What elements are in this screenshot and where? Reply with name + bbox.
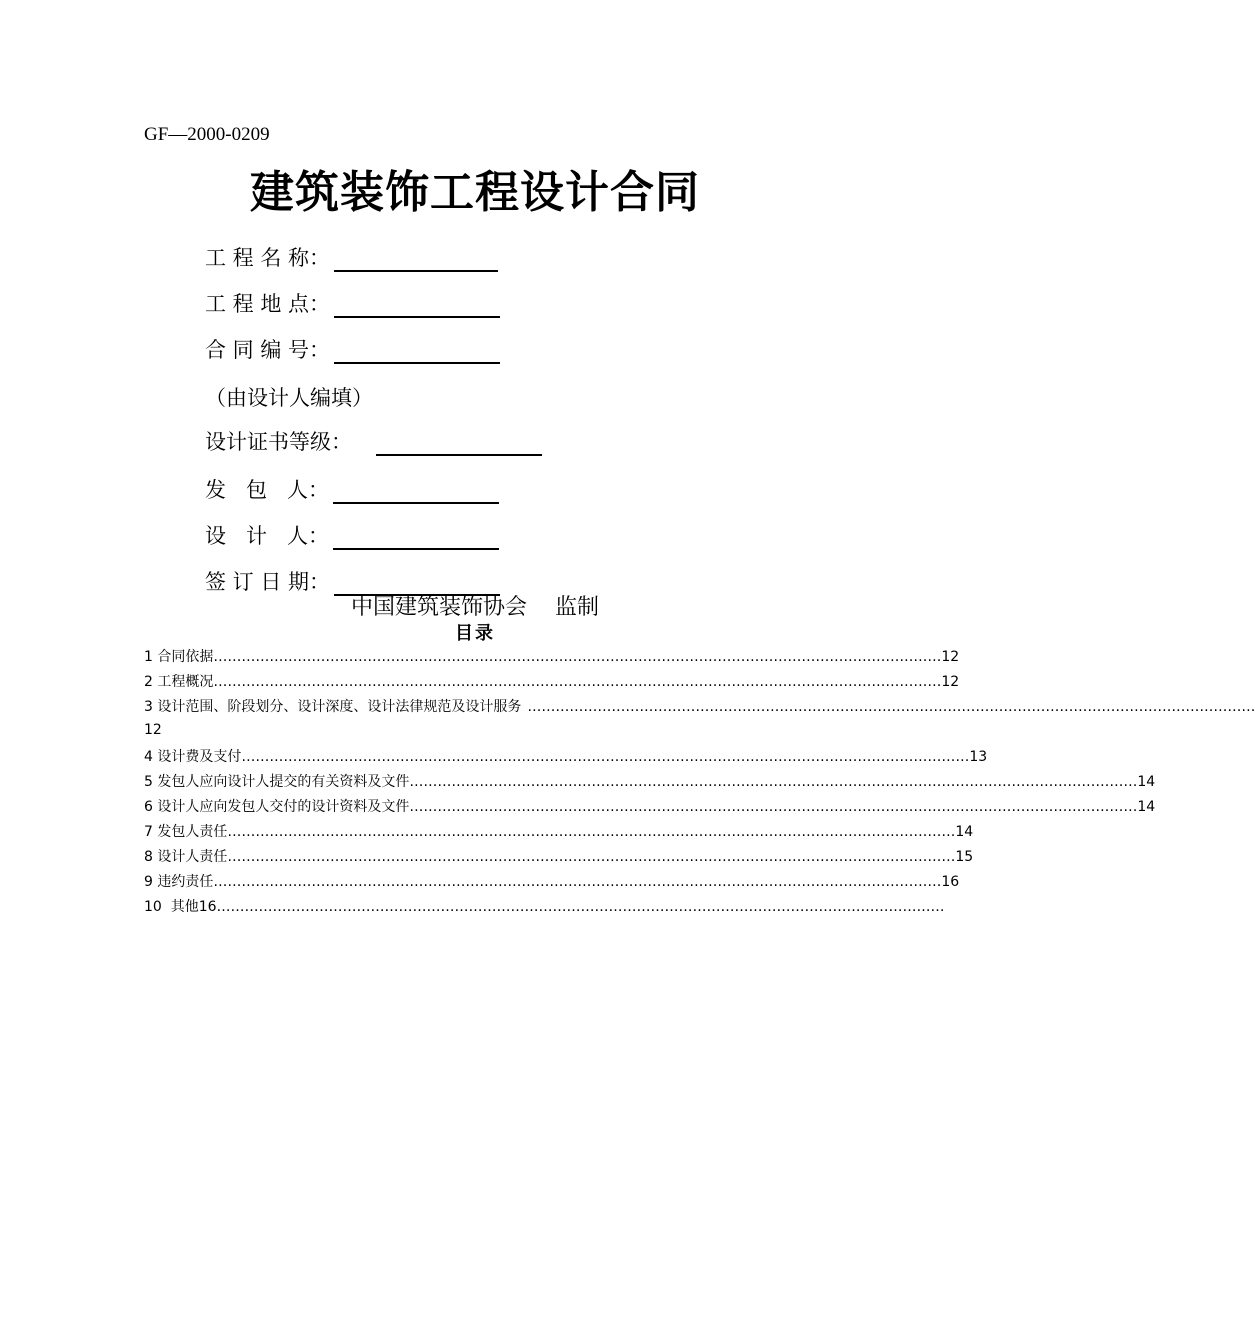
field-contract-number [205, 334, 500, 364]
toc-item [144, 697, 1255, 717]
toc-item [144, 672, 960, 692]
field-project-name [205, 242, 498, 272]
toc-leader: ………………………………………………………………………………………………………………………………………… [213, 649, 942, 665]
toc-item-page: 15 [955, 849, 974, 865]
fill-line [376, 430, 542, 456]
toc-leader: ………………………………………………………………………………………………………………………………………… [409, 799, 1138, 815]
toc-item [144, 847, 974, 867]
toc-item [144, 747, 988, 767]
document-title: 建筑装饰工程设计合同 [250, 167, 700, 218]
note-filled-by-designer: （由设计人编填） [205, 386, 373, 410]
toc-item-page: 16 [198, 899, 217, 915]
toc-item [144, 797, 1156, 817]
document-code: GF—2000-0209 [144, 124, 270, 145]
toc-leader: ………………………………………………………………………………………………………………………………………… [527, 699, 1255, 715]
toc-item-text: 7 发包人责任 [144, 824, 228, 840]
toc-item-page: 12 [144, 722, 162, 738]
toc-item [144, 872, 960, 892]
toc-leader: ………………………………………………………………………………………………………………………………………… [409, 774, 1138, 790]
field-label: 工 程 名 称： [205, 246, 331, 270]
toc-leader: ………………………………………………………………………………………………………………………………………… [213, 874, 942, 890]
toc-leader: ………………………………………………………………………………………………………………………………………… [227, 849, 956, 865]
toc-leader: ………………………………………………………………………………………………………………………………………… [213, 674, 942, 690]
toc-item-text: 10 其他 [144, 899, 199, 915]
toc-item-page: 12 [941, 649, 960, 665]
field-label: 签 订 日 期： [205, 570, 331, 594]
toc-item-text: 1 合同依据 [144, 649, 214, 665]
fill-line [333, 478, 499, 504]
toc-item-text: 6 设计人应向发包人交付的设计资料及文件 [144, 799, 410, 815]
toc-item-text: 4 设计费及支付 [144, 749, 242, 765]
field-client [205, 474, 499, 504]
fill-line [334, 246, 498, 272]
toc-title: 目录 [455, 623, 495, 644]
field-label: 发 包 人： [205, 478, 330, 502]
toc-item-text: 2 工程概况 [144, 674, 214, 690]
field-designer [205, 520, 499, 550]
toc-item-page: 14 [1137, 799, 1156, 815]
toc-item-text: 3 设计范围、阶段划分、设计深度、设计法律规范及设计服务 [144, 699, 522, 715]
fill-line [334, 338, 500, 364]
field-label: 工 程 地 点： [205, 292, 331, 316]
field-label: 合 同 编 号： [205, 338, 331, 362]
toc-item-page: 16 [941, 874, 960, 890]
field-project-location [205, 288, 500, 318]
toc-item-page: 13 [969, 749, 988, 765]
toc-item [144, 647, 960, 667]
toc-leader: ………………………………………………………………………………………………………………………………………… [216, 899, 945, 915]
supervising-association: 中国建筑装饰协会 监制 [351, 595, 599, 620]
toc-item [144, 897, 945, 917]
toc-item-text: 5 发包人应向设计人提交的有关资料及文件 [144, 774, 410, 790]
toc-item [144, 822, 974, 842]
toc-item-page: 14 [955, 824, 974, 840]
field-label: 设计证书等级： [205, 430, 352, 454]
fill-line [333, 524, 499, 550]
toc-item-page: 12 [941, 674, 960, 690]
toc-item [144, 772, 1156, 792]
field-certificate-level [205, 426, 542, 456]
toc-item-page: 14 [1137, 774, 1156, 790]
toc-leader: ………………………………………………………………………………………………………………………………………… [241, 749, 970, 765]
toc-leader: ………………………………………………………………………………………………………………………………………… [227, 824, 956, 840]
fill-line [334, 292, 500, 318]
field-label: 设 计 人： [205, 524, 330, 548]
toc-item-text: 8 设计人责任 [144, 849, 228, 865]
toc-item-text: 9 违约责任 [144, 874, 214, 890]
